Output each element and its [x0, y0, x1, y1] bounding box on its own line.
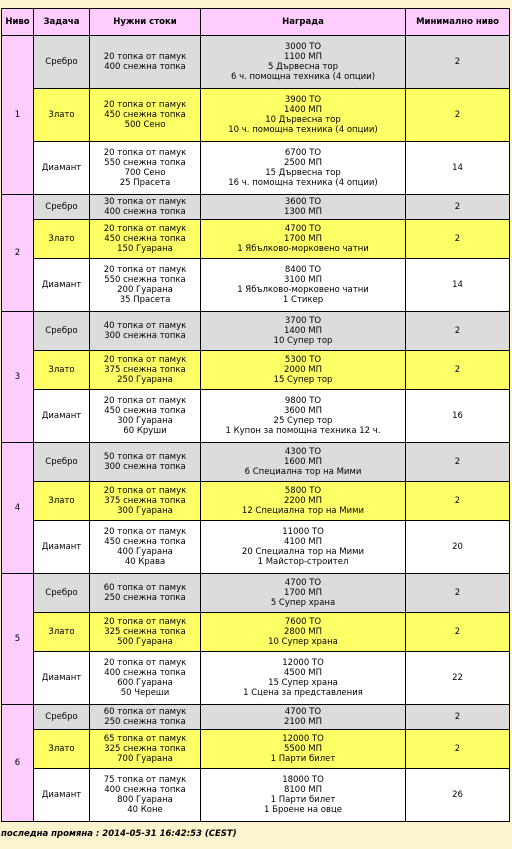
- task-cell: Диамант: [34, 390, 90, 443]
- reward-cell: [201, 443, 406, 482]
- reward-line: 6 ч. помощна техника (4 опции): [230, 72, 376, 83]
- min-level-cell: 2: [406, 613, 510, 652]
- reward-line: 8100 МП: [283, 784, 323, 795]
- goods-line: 550 снежна топка: [104, 157, 186, 168]
- header-min-level: Минимално ниво: [406, 9, 510, 36]
- goods-line: 50 Череши: [120, 688, 170, 699]
- goods-cell: [90, 730, 201, 769]
- goods-line: 20 топка от памук: [103, 657, 187, 668]
- goods-line: 400 снежна топка: [104, 667, 186, 678]
- reward-line: 3700 ТО: [284, 315, 322, 326]
- goods-cell: [90, 36, 201, 89]
- reward-line: 1 Парти билет: [270, 795, 336, 805]
- reward-line: 5 Супер храна: [270, 598, 336, 609]
- goods-cell: [90, 705, 201, 730]
- reward-line: 5500 МП: [283, 743, 323, 754]
- reward-line: 15 Дървесна тор: [265, 168, 341, 178]
- reward-line: 16 ч. помощна техника (4 опции): [228, 178, 378, 189]
- min-level-cell: 2: [406, 730, 510, 769]
- goods-line: 400 Гуарана: [117, 547, 173, 557]
- reward-line: 4100 МП: [283, 536, 323, 547]
- goods-line: 65 топка от памук: [103, 733, 187, 744]
- goods-line: 20 топка от памук: [103, 147, 187, 158]
- reward-line: 25 Супер тор: [273, 416, 333, 426]
- table-row: [2, 195, 510, 220]
- reward-line: 8400 ТО: [284, 264, 322, 275]
- task-cell: Сребро: [34, 195, 90, 220]
- level-cell: 2: [2, 195, 34, 312]
- table-row: [2, 482, 510, 521]
- goods-line: 50 топка от памук: [103, 451, 187, 462]
- reward-line: 1600 МП: [283, 456, 323, 467]
- min-level-cell: 2: [406, 351, 510, 390]
- reward-line: 18000 ТО: [282, 774, 324, 785]
- goods-line: 25 Прасета: [119, 178, 171, 189]
- goods-line: 700 Сено: [124, 168, 166, 178]
- task-cell: Сребро: [34, 443, 90, 482]
- task-cell: Злато: [34, 220, 90, 259]
- goods-line: 500 Сено: [124, 120, 166, 131]
- goods-line: 30 топка от памук: [103, 196, 187, 207]
- reward-line: 15 Супер тор: [273, 375, 333, 386]
- reward-cell: [201, 312, 406, 351]
- header-level: Ниво: [2, 9, 34, 36]
- reward-cell: [201, 390, 406, 443]
- goods-cell: [90, 351, 201, 390]
- goods-line: 400 снежна топка: [104, 207, 186, 217]
- reward-cell: [201, 730, 406, 769]
- goods-line: 300 снежна топка: [104, 331, 186, 341]
- goods-cell: [90, 443, 201, 482]
- level-cell: 3: [2, 312, 34, 443]
- goods-line: 375 снежна топка: [104, 364, 186, 375]
- table-row: [2, 312, 510, 351]
- reward-line: 2500 МП: [283, 157, 323, 168]
- goods-cell: [90, 142, 201, 195]
- min-level-cell: 2: [406, 220, 510, 259]
- reward-line: 15 Супер храна: [268, 678, 338, 688]
- min-level-cell: 22: [406, 652, 510, 705]
- table-row: [2, 705, 510, 730]
- goods-line: 20 топка от памук: [103, 395, 187, 406]
- goods-line: 20 топка от памук: [103, 264, 187, 275]
- goods-line: 300 снежна топка: [104, 462, 186, 472]
- goods-line: 325 снежна топка: [104, 626, 186, 637]
- goods-line: 60 топка от памук: [103, 706, 187, 717]
- reward-cell: [201, 89, 406, 142]
- goods-line: 450 снежна топка: [104, 536, 186, 547]
- goods-line: 300 Гуарана: [117, 506, 173, 517]
- reward-line: 1 Стикер: [282, 295, 324, 306]
- reward-line: 10 ч. помощна техника (4 опции): [228, 125, 378, 136]
- goods-line: 40 топка от памук: [103, 320, 187, 331]
- reward-line: 10 Супер тор: [273, 336, 333, 347]
- reward-cell: [201, 482, 406, 521]
- goods-line: 450 снежна топка: [104, 233, 186, 244]
- header-goods: Нужни стоки: [90, 9, 201, 36]
- table-row: [2, 730, 510, 769]
- reward-line: 2100 МП: [283, 717, 323, 727]
- reward-line: 7600 ТО: [284, 616, 322, 627]
- task-cell: Сребро: [34, 312, 90, 351]
- goods-cell: [90, 574, 201, 613]
- table-row: [2, 220, 510, 259]
- min-level-cell: 2: [406, 36, 510, 89]
- reward-line: 3600 ТО: [284, 196, 322, 207]
- reward-line: 1100 МП: [283, 51, 323, 62]
- table-row: [2, 351, 510, 390]
- goods-line: 300 Гуарана: [117, 416, 173, 426]
- goods-line: 60 Круши: [123, 426, 167, 437]
- reward-cell: [201, 36, 406, 89]
- task-cell: Диамант: [34, 259, 90, 312]
- reward-line: 6700 ТО: [284, 147, 322, 158]
- task-cell: Злато: [34, 730, 90, 769]
- goods-line: 40 Крава: [124, 557, 166, 568]
- reward-cell: [201, 574, 406, 613]
- table-row: [2, 142, 510, 195]
- goods-cell: [90, 769, 201, 822]
- reward-line: 1400 МП: [283, 104, 323, 115]
- level-cell: 1: [2, 36, 34, 195]
- goods-line: 75 топка от памук: [103, 774, 187, 785]
- task-cell: Злато: [34, 613, 90, 652]
- reward-line: 5800 ТО: [284, 485, 322, 496]
- reward-line: 2000 МП: [283, 364, 323, 375]
- goods-line: 450 снежна топка: [104, 405, 186, 416]
- reward-line: 9800 ТО: [284, 395, 322, 406]
- level-cell: 4: [2, 443, 34, 574]
- table-row: [2, 652, 510, 705]
- min-level-cell: 2: [406, 705, 510, 730]
- goods-line: 250 Гуарана: [117, 375, 173, 386]
- header-reward: Награда: [201, 9, 406, 36]
- goods-cell: [90, 652, 201, 705]
- goods-line: 600 Гуарана: [117, 678, 173, 688]
- goods-line: 325 снежна топка: [104, 743, 186, 754]
- goods-line: 20 топка от памук: [103, 354, 187, 365]
- reward-cell: [201, 769, 406, 822]
- goods-cell: [90, 259, 201, 312]
- goods-line: 400 снежна топка: [104, 784, 186, 795]
- reward-line: 4700 ТО: [284, 577, 322, 588]
- reward-line: 1 Купон за помощна техника 12 ч.: [225, 426, 381, 437]
- min-level-cell: 2: [406, 89, 510, 142]
- table-row: [2, 89, 510, 142]
- reward-line: 20 Специална тор на Мими: [241, 547, 365, 557]
- min-level-cell: 2: [406, 195, 510, 220]
- reward-cell: [201, 613, 406, 652]
- reward-cell: [201, 259, 406, 312]
- task-cell: Злато: [34, 89, 90, 142]
- goods-cell: [90, 521, 201, 574]
- goods-line: 20 топка от памук: [103, 616, 187, 627]
- min-level-cell: 2: [406, 482, 510, 521]
- goods-line: 20 топка от памук: [103, 526, 187, 537]
- reward-line: 2800 МП: [283, 626, 323, 637]
- header-task: Задача: [34, 9, 90, 36]
- reward-line: 1 Ябълково-морковено чатни: [237, 244, 369, 255]
- reward-cell: [201, 220, 406, 259]
- reward-line: 5300 ТО: [284, 354, 322, 365]
- goods-line: 800 Гуарана: [117, 795, 173, 805]
- goods-line: 20 топка от памук: [103, 223, 187, 234]
- task-cell: Сребро: [34, 36, 90, 89]
- task-cell: Диамант: [34, 652, 90, 705]
- min-level-cell: 2: [406, 443, 510, 482]
- goods-cell: [90, 195, 201, 220]
- goods-line: 40 Коне: [127, 805, 163, 816]
- min-level-cell: 14: [406, 142, 510, 195]
- min-level-cell: 26: [406, 769, 510, 822]
- reward-line: 1 Броене на овце: [264, 805, 342, 816]
- reward-cell: [201, 705, 406, 730]
- reward-cell: [201, 521, 406, 574]
- goods-line: 450 снежна топка: [104, 109, 186, 120]
- table-row: [2, 613, 510, 652]
- goods-line: 60 топка от памук: [103, 582, 187, 593]
- goods-line: 700 Гуарана: [117, 754, 173, 765]
- reward-line: 4700 ТО: [284, 706, 322, 717]
- reward-line: 4500 МП: [283, 667, 323, 678]
- reward-line: 3100 МП: [283, 274, 323, 285]
- min-level-cell: 20: [406, 521, 510, 574]
- reward-line: 5 Дървесна тор: [267, 62, 339, 72]
- table-row: [2, 259, 510, 312]
- reward-cell: [201, 351, 406, 390]
- reward-line: 1700 МП: [283, 233, 323, 244]
- goods-cell: [90, 390, 201, 443]
- task-cell: Злато: [34, 351, 90, 390]
- reward-line: 12 Специална тор на Мими: [241, 506, 365, 517]
- reward-line: 11000 ТО: [282, 526, 324, 537]
- goods-line: 20 топка от памук: [103, 99, 187, 110]
- goods-line: 20 топка от памук: [103, 485, 187, 496]
- goods-line: 400 снежна топка: [104, 62, 186, 72]
- goods-line: 35 Прасета: [119, 295, 171, 306]
- goods-cell: [90, 220, 201, 259]
- level-cell: 6: [2, 705, 34, 822]
- goods-line: 550 снежна топка: [104, 274, 186, 285]
- reward-cell: [201, 652, 406, 705]
- min-level-cell: 16: [406, 390, 510, 443]
- reward-line: 3900 ТО: [284, 94, 322, 105]
- min-level-cell: 14: [406, 259, 510, 312]
- goods-line: 150 Гуарана: [117, 244, 173, 255]
- reward-line: 12000 ТО: [282, 733, 324, 744]
- reward-line: 10 Дървесна тор: [265, 115, 341, 125]
- table-row: [2, 521, 510, 574]
- task-cell: Злато: [34, 482, 90, 521]
- reward-line: 1 Сцена за представления: [243, 688, 363, 699]
- reward-line: 3000 ТО: [284, 41, 322, 52]
- task-cell: Сребро: [34, 574, 90, 613]
- table-row: [2, 574, 510, 613]
- goods-line: 20 топка от памук: [103, 51, 187, 62]
- goods-cell: [90, 613, 201, 652]
- reward-line: 1700 МП: [283, 587, 323, 598]
- min-level-cell: 2: [406, 574, 510, 613]
- reward-cell: [201, 142, 406, 195]
- task-cell: Диамант: [34, 521, 90, 574]
- reward-line: 6 Специална тор на Мими: [244, 467, 362, 478]
- last-modified: последна промяна : 2014-05-31 16:42:53 (CEST): [1, 829, 237, 839]
- table-row: [2, 769, 510, 822]
- reward-line: 1300 МП: [283, 207, 323, 217]
- reward-line: 3600 МП: [283, 405, 323, 416]
- reward-line: 1400 МП: [283, 325, 323, 336]
- level-cell: 5: [2, 574, 34, 705]
- reward-line: 2200 МП: [283, 495, 323, 506]
- quest-table: [1, 8, 510, 822]
- reward-line: 1 Ябълково-морковено чатни: [237, 285, 369, 295]
- reward-cell: [201, 195, 406, 220]
- goods-cell: [90, 312, 201, 351]
- reward-line: 4300 ТО: [284, 446, 322, 457]
- goods-line: 375 снежна топка: [104, 495, 186, 506]
- goods-line: 250 снежна топка: [104, 717, 186, 727]
- reward-line: 4700 ТО: [284, 223, 322, 234]
- goods-cell: [90, 89, 201, 142]
- header-row: [2, 9, 510, 36]
- reward-line: 12000 ТО: [282, 657, 324, 668]
- table-row: [2, 443, 510, 482]
- goods-line: 250 снежна топка: [104, 593, 186, 603]
- reward-line: 1 Майстор-строител: [257, 557, 349, 568]
- task-cell: Сребро: [34, 705, 90, 730]
- table-body: [2, 36, 510, 822]
- goods-cell: [90, 482, 201, 521]
- min-level-cell: 2: [406, 312, 510, 351]
- goods-line: 500 Гуарана: [117, 637, 173, 648]
- task-cell: Диамант: [34, 142, 90, 195]
- table-row: [2, 36, 510, 89]
- task-cell: Диамант: [34, 769, 90, 822]
- reward-line: 10 Супер храна: [268, 637, 338, 648]
- table-row: [2, 390, 510, 443]
- reward-line: 1 Парти билет: [270, 754, 336, 765]
- goods-line: 200 Гуарана: [117, 285, 173, 295]
